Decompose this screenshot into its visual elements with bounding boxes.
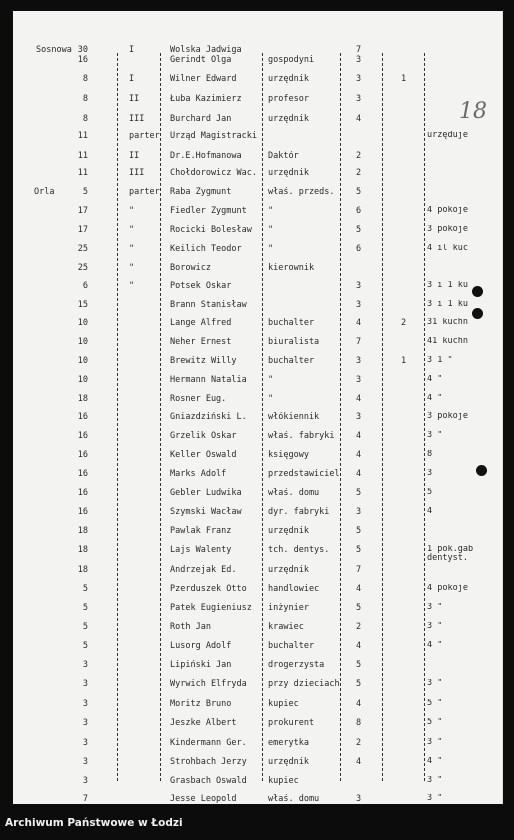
occupation: ": [268, 375, 274, 385]
persons-count: 5: [356, 187, 362, 197]
occupation: drogerzysta: [268, 660, 325, 670]
rooms-note: 5 ": [427, 718, 443, 727]
persons-count: 5: [356, 225, 362, 235]
house-number: 3: [82, 660, 88, 670]
occupation: kupiec: [268, 699, 299, 709]
resident-name: Keilich Teodor: [170, 244, 242, 254]
house-number: 11: [77, 168, 88, 178]
house-number: 3: [82, 738, 88, 748]
house-number: 16: [77, 488, 88, 498]
house-number: 5: [82, 641, 88, 651]
persons-count: 5: [356, 488, 362, 498]
house-number: 8: [82, 94, 88, 104]
house-number: 7: [82, 794, 88, 804]
house-number: 25: [77, 263, 88, 273]
street-label-sosnowa: Sosnowa: [36, 45, 72, 55]
resident-name: Wolska Jadwiga: [170, 45, 242, 55]
occupation: dyr. fabryki: [268, 507, 330, 517]
occupation: buchalter: [268, 641, 315, 651]
resident-name: Brewitz Willy: [170, 356, 237, 366]
persons-count: 3: [356, 375, 362, 385]
occupation: ": [268, 244, 274, 254]
house-number: 18: [77, 526, 88, 536]
resident-name: Strohbach Jerzy: [170, 757, 247, 767]
house-number: 17: [77, 206, 88, 216]
rooms-note: 3 ": [427, 622, 443, 631]
rooms-note: 4 pokoje: [427, 584, 468, 593]
resident-name: Wilner Edward: [170, 74, 237, 84]
persons-count: 2: [356, 151, 362, 161]
house-number: 16: [77, 507, 88, 517]
persons-count: 3: [356, 356, 362, 366]
resident-name: Pzerduszek Otto: [170, 584, 247, 594]
persons-count: 5: [356, 679, 362, 689]
resident-name: Fiedler Zygmunt: [170, 206, 247, 216]
column-divider: [160, 53, 161, 781]
occupation: tch. dentys.: [268, 545, 330, 555]
resident-name: Rosner Eug.: [170, 394, 227, 404]
occupation: ": [268, 225, 274, 235]
house-number: 15: [77, 300, 88, 310]
occupation: urzędnik: [268, 565, 309, 575]
rooms-note: 4 pokoje: [427, 206, 468, 215]
persons-count: 4: [356, 641, 362, 651]
house-number: 16: [77, 469, 88, 479]
resident-name: Lipiński Jan: [170, 660, 232, 670]
resident-name: Potsek Oskar: [170, 281, 232, 291]
rooms-note: 4 ": [427, 757, 443, 766]
rooms-note: 3 ": [427, 794, 443, 803]
house-number: 11: [77, 151, 88, 161]
rooms-note: 3 ": [427, 431, 443, 440]
house-number: 3: [82, 679, 88, 689]
rooms-note: urzęduje: [427, 131, 468, 140]
persons-count: 3: [356, 300, 362, 310]
resident-name: Lajs Walenty: [170, 545, 232, 555]
street-label-orla: Orla: [34, 187, 55, 197]
resident-name: Szymski Wacław: [170, 507, 242, 517]
house-number: 10: [77, 356, 88, 366]
house-number: 11: [77, 131, 88, 141]
resident-name: Grasbach Oswald: [170, 776, 247, 786]
occupation: właś. domu: [268, 488, 320, 498]
persons-count: 4: [356, 114, 362, 124]
persons-count: 3: [356, 507, 362, 517]
occupation: przedstawiciel: [268, 469, 340, 479]
resident-name: Urząd Magistracki: [170, 131, 257, 141]
floor-cell: ": [129, 244, 135, 254]
persons-count: 3: [356, 55, 362, 65]
resident-name: Jesse Leopold: [170, 794, 237, 804]
resident-name: Jeszke Albert: [170, 718, 237, 728]
occupation: ": [268, 206, 274, 216]
rooms-note: 3 i 1 ku: [427, 300, 468, 309]
occupation: gospodyni: [268, 55, 315, 65]
house-number: 6: [82, 281, 88, 291]
resident-name: Wyrwich Elfryda: [170, 679, 247, 689]
punch-hole: [476, 465, 487, 476]
rooms-note: 4 ": [427, 641, 443, 650]
resident-name: Dr.E.Hofmanowa: [170, 151, 242, 161]
rooms-note: 3 ": [427, 603, 443, 612]
punch-hole: [472, 308, 483, 319]
persons-count: 5: [356, 545, 362, 555]
house-number: 16: [77, 412, 88, 422]
house-number: 8: [82, 74, 88, 84]
persons-count: 4: [356, 450, 362, 460]
rooms-note: 3: [427, 469, 433, 478]
house-number: 16: [77, 55, 88, 65]
occupation: biuralista: [268, 337, 320, 347]
occupation: przy dzieciach: [268, 679, 340, 689]
persons-count: 2: [356, 622, 362, 632]
rooms-note: 3 ": [427, 776, 443, 785]
occupation: profesor: [268, 94, 309, 104]
floor-cell: ": [129, 281, 135, 291]
rooms-note: 3 ": [427, 679, 443, 688]
house-number: 5: [82, 603, 88, 613]
persons-count: 7: [356, 45, 362, 55]
persons-count: 4: [356, 318, 362, 328]
resident-name: Chołdorowicz Wac.: [170, 168, 257, 178]
resident-name: Lusorg Adolf: [170, 641, 232, 651]
house-number: 3: [82, 699, 88, 709]
persons-count: 5: [356, 526, 362, 536]
floor-cell: III: [129, 114, 145, 124]
persons-count: 4: [356, 431, 362, 441]
resident-name: Roth Jan: [170, 622, 211, 632]
floor-cell: ": [129, 263, 135, 273]
persons-count: 5: [356, 603, 362, 613]
persons-count: 3: [356, 412, 362, 422]
ledger-page: [13, 11, 503, 804]
occupation: właś. przeds.: [268, 187, 335, 197]
persons-count: 7: [356, 565, 362, 575]
house-number: 30: [77, 45, 88, 55]
occupation: urzędnik: [268, 114, 309, 124]
resident-name: Neher Ernest: [170, 337, 232, 347]
occupation: urzędnik: [268, 526, 309, 536]
rooms-note: 3 1 ": [427, 356, 453, 365]
house-number: 5: [82, 584, 88, 594]
house-number: 18: [77, 394, 88, 404]
rooms-note: 5: [427, 488, 433, 497]
persons-count: 3: [356, 281, 362, 291]
resident-name: Grzelik Oskar: [170, 431, 237, 441]
resident-name: Brann Stanisław: [170, 300, 247, 310]
persons-count: 5: [356, 660, 362, 670]
occupation: kierownik: [268, 263, 315, 273]
resident-name: Burchard Jan: [170, 114, 232, 124]
column-divider: [382, 53, 383, 781]
occupation: księgowy: [268, 450, 309, 460]
rooms-note: 4 ": [427, 375, 443, 384]
house-number: 8: [82, 114, 88, 124]
floor-cell: ": [129, 225, 135, 235]
occupation: urzędnik: [268, 74, 309, 84]
resident-name: Hermann Natalia: [170, 375, 247, 385]
occupation: właś. fabryki: [268, 431, 335, 441]
rooms-note: 3 pokoje: [427, 225, 468, 234]
floor-cell: parter: [129, 131, 160, 141]
column-divider: [117, 53, 118, 781]
extra-count: 2: [401, 318, 407, 328]
resident-name: Marks Adolf: [170, 469, 227, 479]
occupation: Daktór: [268, 151, 299, 161]
rooms-note: 3 ": [427, 738, 443, 747]
occupation: inżynier: [268, 603, 309, 613]
house-number: 3: [82, 718, 88, 728]
occupation: właś. domu: [268, 794, 320, 804]
floor-cell: I: [129, 74, 135, 84]
house-number: 3: [82, 757, 88, 767]
resident-name: Łuba Kazimierz: [170, 94, 242, 104]
house-number: 16: [77, 450, 88, 460]
house-number: 10: [77, 337, 88, 347]
punch-hole: [472, 286, 483, 297]
occupation: prokurent: [268, 718, 315, 728]
resident-name: Pawlak Franz: [170, 526, 232, 536]
rooms-note: 31 kuchn: [427, 318, 468, 327]
house-number: 16: [77, 431, 88, 441]
occupation: urzędnik: [268, 757, 309, 767]
persons-count: 2: [356, 738, 362, 748]
rooms-note: 3 pokoje: [427, 412, 468, 421]
resident-name: Patek Eugieniusz: [170, 603, 252, 613]
column-divider: [424, 53, 425, 781]
persons-count: 2: [356, 168, 362, 178]
extra-count: 1: [401, 356, 407, 366]
floor-cell: II: [129, 94, 140, 104]
house-number: 10: [77, 318, 88, 328]
occupation: urzędnik: [268, 168, 309, 178]
rooms-note: 4 il kuc: [427, 244, 468, 253]
occupation: kupiec: [268, 776, 299, 786]
resident-name: Gerindt Olga: [170, 55, 232, 65]
house-number: 25: [77, 244, 88, 254]
resident-name: Gebler Ludwika: [170, 488, 242, 498]
floor-cell: ": [129, 206, 135, 216]
persons-count: 4: [356, 469, 362, 479]
resident-name: Keller Oswald: [170, 450, 237, 460]
persons-count: 8: [356, 718, 362, 728]
occupation: ": [268, 394, 274, 404]
house-number: 5: [82, 622, 88, 632]
occupation: krawiec: [268, 622, 304, 632]
archive-name: Archiwum Państwowe w Łodzi: [5, 817, 183, 829]
resident-name: Andrzejak Ed.: [170, 565, 237, 575]
resident-name: Raba Zygmunt: [170, 187, 232, 197]
persons-count: 3: [356, 794, 362, 804]
resident-name: Moritz Bruno: [170, 699, 232, 709]
house-number: 5: [82, 187, 88, 197]
resident-name: Rocicki Bolesław: [170, 225, 252, 235]
house-number: 18: [77, 565, 88, 575]
floor-cell: parter: [129, 187, 160, 197]
occupation: włókiennik: [268, 412, 320, 422]
handwritten-page-number: 18: [459, 99, 487, 124]
resident-name: Borowicz: [170, 263, 211, 273]
rooms-note: 41 kuchn: [427, 337, 468, 346]
house-number: 10: [77, 375, 88, 385]
resident-name: Lange Alfred: [170, 318, 232, 328]
occupation: buchalter: [268, 356, 315, 366]
rooms-note: 3 i 1 ku: [427, 281, 468, 290]
floor-cell: II: [129, 151, 140, 161]
persons-count: 7: [356, 337, 362, 347]
persons-count: 6: [356, 244, 362, 254]
persons-count: 4: [356, 584, 362, 594]
house-number: 18: [77, 545, 88, 555]
occupation: handlowiec: [268, 584, 320, 594]
floor-cell: I: [129, 45, 135, 55]
extra-count: 1: [401, 74, 407, 84]
persons-count: 3: [356, 74, 362, 84]
persons-count: 4: [356, 394, 362, 404]
house-number: 3: [82, 776, 88, 786]
rooms-note: 8: [427, 450, 433, 459]
persons-count: 6: [356, 206, 362, 216]
rooms-note: 5 ": [427, 699, 443, 708]
persons-count: 3: [356, 94, 362, 104]
house-number: 17: [77, 225, 88, 235]
persons-count: 4: [356, 699, 362, 709]
resident-name: Gniazdziński L.: [170, 412, 247, 422]
rooms-note: 4 ": [427, 394, 443, 403]
occupation: buchalter: [268, 318, 315, 328]
persons-count: 4: [356, 757, 362, 767]
rooms-note: 4: [427, 507, 433, 516]
occupation: emerytka: [268, 738, 309, 748]
resident-name: Kindermann Ger.: [170, 738, 247, 748]
rooms-note: 1 pok.gab dentyst.: [427, 545, 474, 563]
archive-footer: [0, 807, 514, 840]
floor-cell: III: [129, 168, 145, 178]
